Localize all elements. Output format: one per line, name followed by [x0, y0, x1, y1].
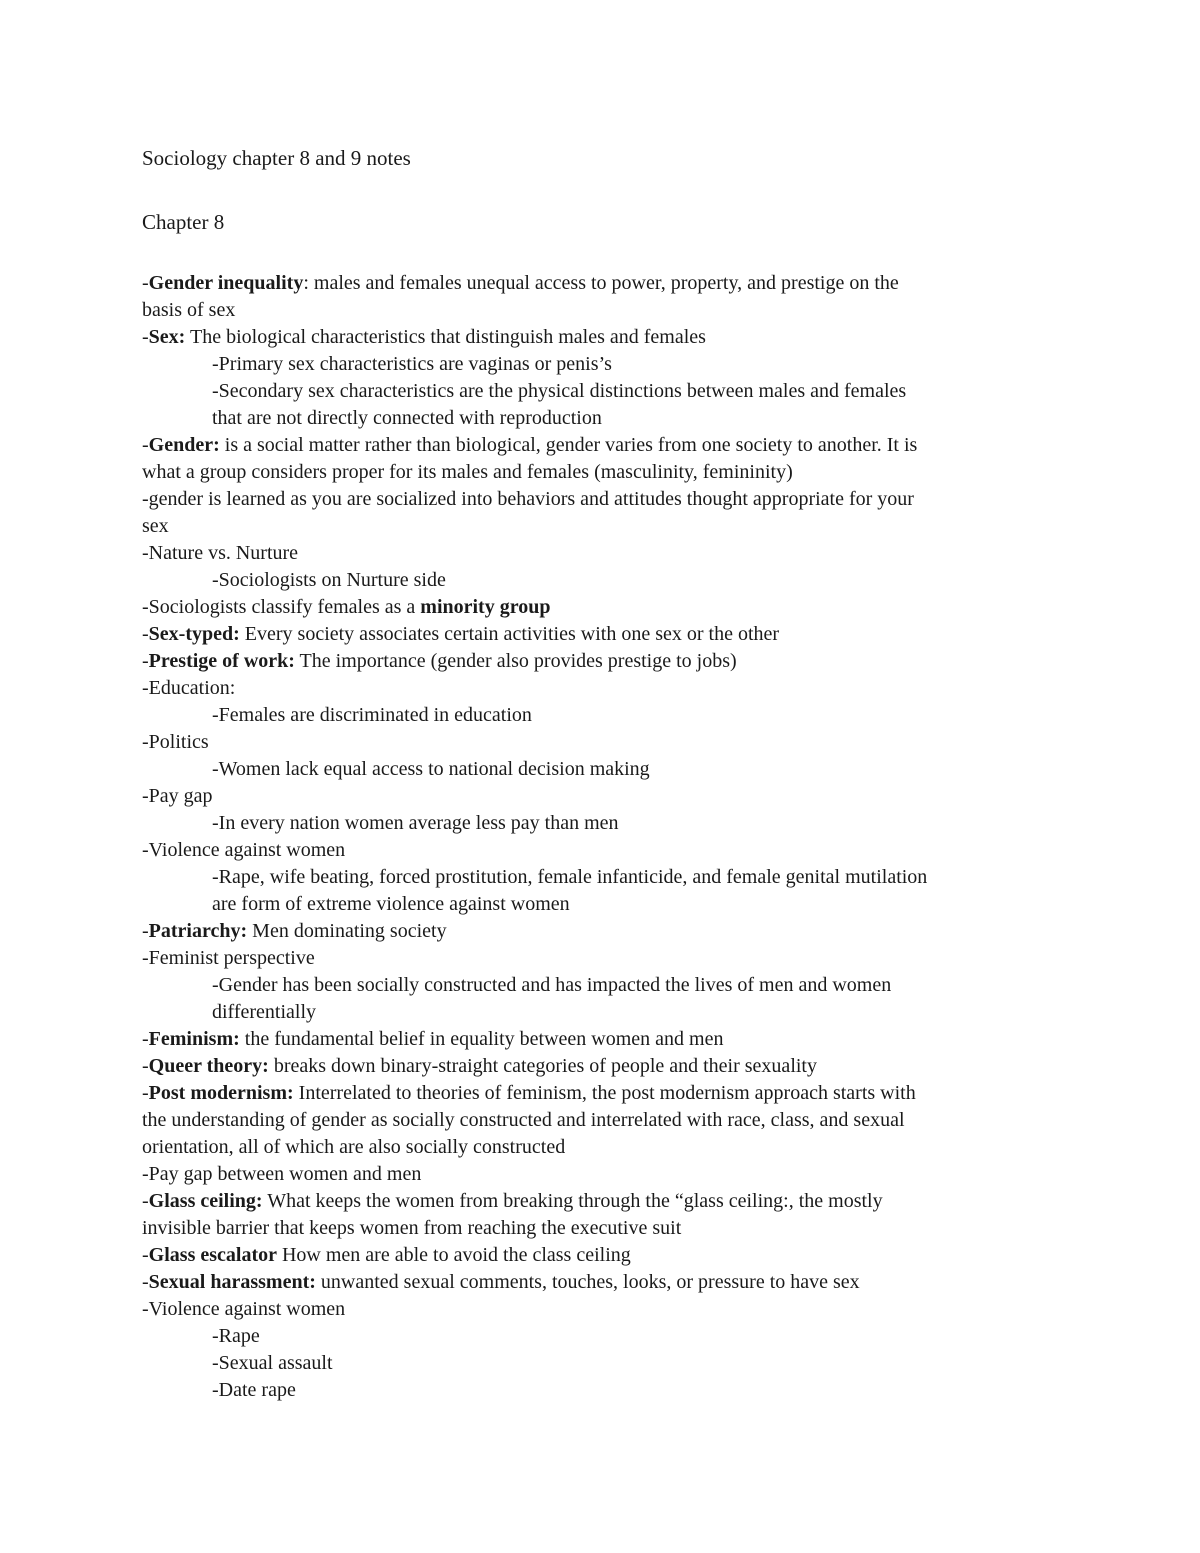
- note-subline: [142, 378, 1062, 405]
- note-text: -Pay gap: [142, 785, 213, 807]
- note-text: -Sexual assault: [212, 1352, 333, 1374]
- note-text: breaks down binary-straight categories of people and their sexuality: [268, 1055, 817, 1077]
- note-subline: [142, 810, 1062, 837]
- note-subline: [142, 702, 1062, 729]
- note-text: -Violence against women: [142, 839, 346, 861]
- note-subline: [142, 864, 1062, 891]
- note-text: -Nature vs. Nurture: [142, 542, 299, 564]
- note-text: basis of sex: [142, 299, 236, 321]
- note-text: orientation, all of which are also socially constructed: [142, 1136, 566, 1158]
- term: Glass escalator: [148, 1244, 277, 1266]
- note-line: [142, 297, 1062, 324]
- note-text: Interrelated to theories of feminism, the post modernism approach starts with: [293, 1082, 916, 1104]
- note-text: the understanding of gender as socially constructed and interrelated with race, class, and sexual: [142, 1109, 905, 1131]
- bullet-dash: -: [142, 1028, 149, 1050]
- note-text: -Primary sex characteristics are vaginas or penis’s: [212, 353, 612, 375]
- note-text: -Rape, wife beating, forced prostitution, female infanticide, and female genital mutilation: [212, 866, 928, 888]
- note-line: [142, 675, 1062, 702]
- term: Gender:: [148, 434, 220, 456]
- note-text: what a group considers proper for its males and females (masculinity, femininity): [142, 461, 793, 483]
- note-subline: [142, 1323, 1062, 1350]
- note-line: [142, 1188, 1062, 1215]
- note-text: invisible barrier that keeps women from reaching the executive suit: [142, 1217, 682, 1239]
- note-text: sex: [142, 515, 169, 537]
- note-line: [142, 648, 1062, 675]
- bullet-dash: -: [142, 623, 149, 645]
- bullet-dash: -: [142, 1055, 149, 1077]
- note-line: [142, 513, 1062, 540]
- note-subline: [142, 405, 1062, 432]
- bullet-dash: -: [142, 1082, 149, 1104]
- term: Gender inequality: [148, 272, 304, 294]
- term: Feminism:: [148, 1028, 240, 1050]
- note-text: -Politics: [142, 731, 209, 753]
- note-line: [142, 1026, 1062, 1053]
- term: Glass ceiling:: [148, 1190, 263, 1212]
- chapter-heading: Chapter 8: [142, 210, 225, 234]
- note-text: is a social matter rather than biological, gender varies from one society to another. It is: [219, 434, 918, 456]
- note-line: [142, 270, 1062, 297]
- note-text: -Education:: [142, 677, 236, 699]
- notes-body: [142, 270, 1062, 1404]
- note-line: [142, 918, 1062, 945]
- note-text: differentially: [212, 1001, 317, 1023]
- note-subline: [142, 999, 1062, 1026]
- note-subline: [142, 1377, 1062, 1404]
- term: Post modernism:: [148, 1082, 294, 1104]
- note-line: [142, 324, 1062, 351]
- note-text: that are not directly connected with reproduction: [212, 407, 602, 429]
- term: Prestige of work:: [148, 650, 295, 672]
- note-line: [142, 1269, 1062, 1296]
- note-subline: [142, 351, 1062, 378]
- note-text: -Violence against women: [142, 1298, 346, 1320]
- note-line: [142, 1242, 1062, 1269]
- bullet-dash: -: [142, 1190, 149, 1212]
- note-text: -Sociologists classify females as a: [142, 596, 421, 618]
- note-text: -Females are discriminated in education: [212, 704, 532, 726]
- term: Queer theory:: [148, 1055, 269, 1077]
- note-text: Men dominating society: [247, 920, 447, 942]
- note-text: the fundamental belief in equality between women and men: [239, 1028, 724, 1050]
- note-line: [142, 621, 1062, 648]
- note-text: are form of extreme violence against women: [212, 893, 570, 915]
- note-text: -Women lack equal access to national decision making: [212, 758, 650, 780]
- note-text: -Date rape: [212, 1379, 296, 1401]
- note-text: -In every nation women average less pay than men: [212, 812, 619, 834]
- note-line: [142, 783, 1062, 810]
- bullet-dash: -: [142, 272, 149, 294]
- note-line: [142, 459, 1062, 486]
- note-line: [142, 1107, 1062, 1134]
- term: Sex:: [148, 326, 186, 348]
- term: Sex-typed:: [148, 623, 240, 645]
- bullet-dash: -: [142, 434, 149, 456]
- note-text: -Rape: [212, 1325, 260, 1347]
- note-line: [142, 540, 1062, 567]
- note-subline: [142, 891, 1062, 918]
- note-line: [142, 1215, 1062, 1242]
- note-text: The importance (gender also provides prestige to jobs): [294, 650, 737, 672]
- note-text: How men are able to avoid the class ceiling: [276, 1244, 631, 1266]
- bullet-dash: -: [142, 920, 149, 942]
- note-text: Every society associates certain activities with one sex or the other: [239, 623, 780, 645]
- term: Sexual harassment:: [148, 1271, 316, 1293]
- note-text: : males and females unequal access to power, property, and prestige on the: [303, 272, 899, 294]
- note-subline: [142, 972, 1062, 999]
- note-subline: [142, 567, 1062, 594]
- term: minority group: [420, 596, 551, 618]
- bullet-dash: -: [142, 326, 149, 348]
- note-line: [142, 1080, 1062, 1107]
- note-text: -Gender has been socially constructed and has impacted the lives of men and women: [212, 974, 892, 996]
- bullet-dash: -: [142, 1244, 149, 1266]
- note-text: unwanted sexual comments, touches, looks, or pressure to have sex: [315, 1271, 860, 1293]
- note-line: [142, 432, 1062, 459]
- note-subline: [142, 1350, 1062, 1377]
- note-text: The biological characteristics that distinguish males and females: [185, 326, 706, 348]
- note-line: [142, 1053, 1062, 1080]
- note-line: [142, 1134, 1062, 1161]
- note-line: [142, 486, 1062, 513]
- note-text: -Pay gap between women and men: [142, 1163, 422, 1185]
- note-text: -gender is learned as you are socialized into behaviors and attitudes thought appropriate for your: [142, 488, 914, 510]
- bullet-dash: -: [142, 650, 149, 672]
- note-text: -Sociologists on Nurture side: [212, 569, 446, 591]
- note-line: [142, 837, 1062, 864]
- note-text: What keeps the women from breaking through the “glass ceiling:, the mostly: [262, 1190, 883, 1212]
- note-line: [142, 1161, 1062, 1188]
- note-line: [142, 729, 1062, 756]
- note-text: -Secondary sex characteristics are the physical distinctions between males and females: [212, 380, 907, 402]
- bullet-dash: -: [142, 1271, 149, 1293]
- note-text: -Feminist perspective: [142, 947, 315, 969]
- document-title: Sociology chapter 8 and 9 notes: [142, 146, 411, 170]
- note-line: [142, 594, 1062, 621]
- term: Patriarchy:: [148, 920, 248, 942]
- note-subline: [142, 756, 1062, 783]
- note-line: [142, 945, 1062, 972]
- note-line: [142, 1296, 1062, 1323]
